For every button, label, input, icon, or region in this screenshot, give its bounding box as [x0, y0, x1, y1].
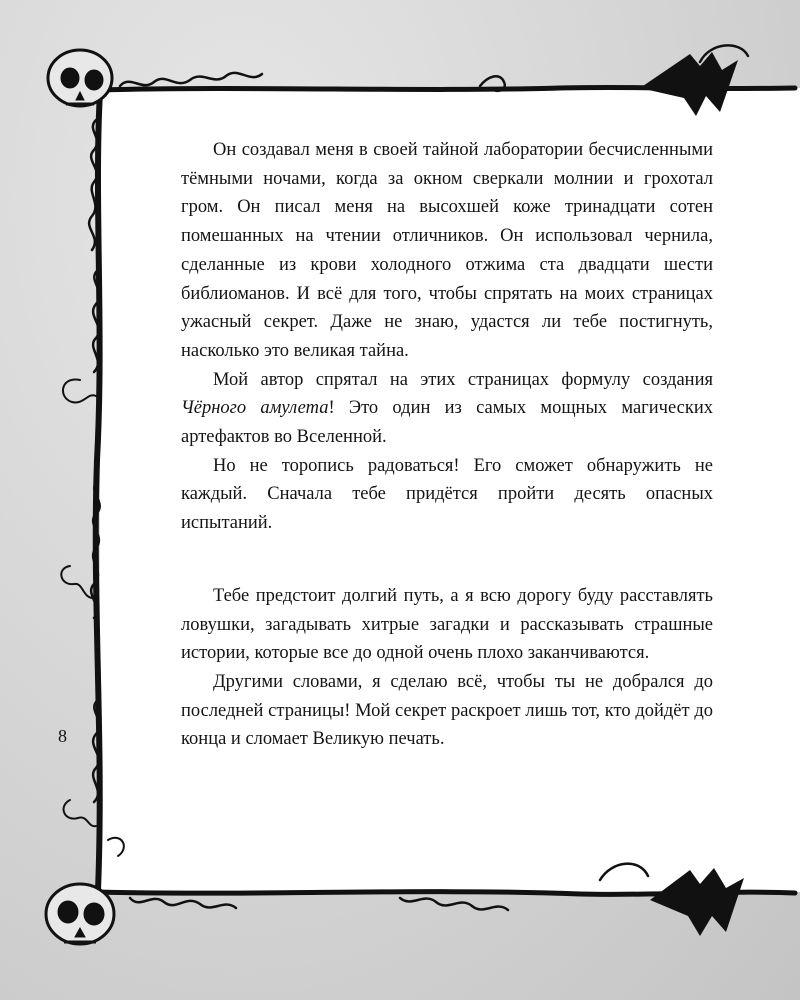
paragraph: Другими словами, я сделаю всё, чтобы ты не добрался до последней страницы! Мой секрет раскроет лишь тот, кто дойдёт до конца и сломает Великую печать. — [181, 671, 713, 750]
left-vine-border — [61, 92, 124, 890]
bat-wing-top-right — [640, 52, 738, 116]
paragraph: Но не торопись радоваться! Его сможет обнаружить не каждый. Сначала тебе придётся пройти десять опасных испытаний. — [181, 455, 713, 534]
page-number: 8 — [58, 726, 67, 746]
emphasis-title: Чёрного амулета — [181, 398, 329, 419]
page-body-text — [181, 136, 713, 754]
paragraph: Он создавал меня в своей тайной лаборатории бесчисленными тёмными ночами, когда за окном сверкали молнии и грохотал гром. Он писал меня на высохшей коже тринадцати сотен помешанных на чтении отличников. Он использовал чернила, сделанные из крови холодного отжима ста двадцати шести библиоманов. И всё для того, чтобы спрятать на моих страницах ужасный секрет. Даже не знаю, удастся ли тебе постигнуть, насколько это великая тайна. — [181, 140, 713, 361]
paragraph — [181, 366, 713, 452]
skull-top-left — [48, 50, 112, 106]
paragraph-text: ! Это один из самых мощных магических артефактов во Вселенной. — [181, 398, 713, 448]
paragraph-text: Мой автор спрятал на этих страницах формулу создания — [213, 369, 713, 390]
bat-wing-bottom-right — [650, 868, 744, 936]
skull-bottom-left — [46, 884, 114, 944]
paragraph: Тебе предстоит долгий путь, а я всю дорогу буду расставлять ловушки, загадывать хитрые загадки и рассказывать страшные истории, которые все до одной очень плохо заканчиваются. — [181, 585, 713, 664]
